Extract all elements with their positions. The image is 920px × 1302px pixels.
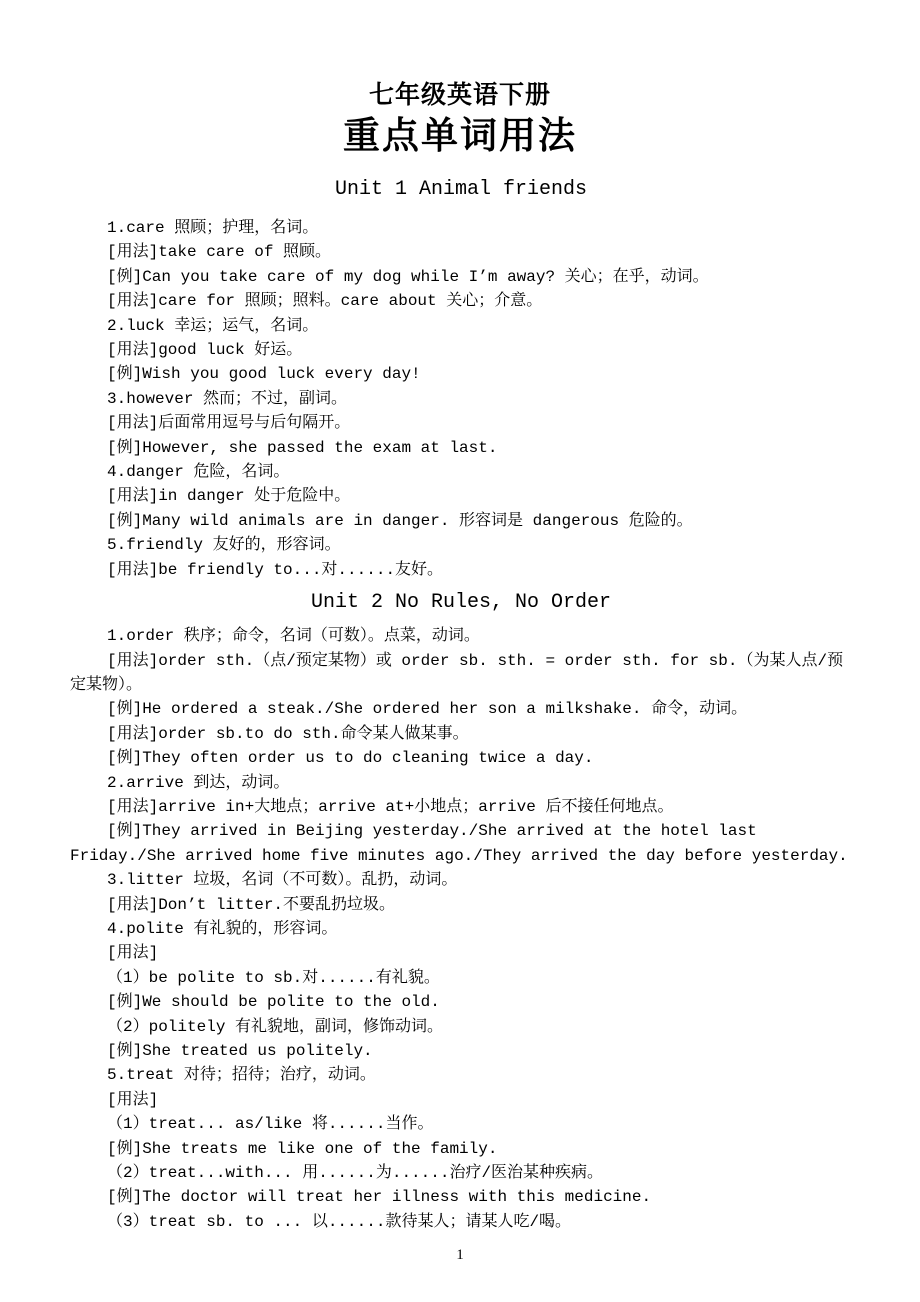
paragraph: [例]Many wild animals are in danger. 形容词是 dangerous 危险的。 <box>107 511 693 530</box>
paragraph: [例]Wish you good luck every day! <box>107 365 421 384</box>
paragraph: [用法] <box>107 944 159 963</box>
paragraph: 5.treat 对待；招待；治疗，动词。 <box>107 1066 376 1085</box>
paragraph: [例]She treated us politely. <box>107 1042 373 1060</box>
paragraph: （3）treat sb. to ... 以......款待某人；请某人吃/喝。 <box>107 1212 572 1231</box>
paragraph: [例]Can you take care of my dog while I’m away? 关心；在乎，动词。 <box>107 267 709 286</box>
paragraph: [例]We should be polite to the old. <box>107 993 440 1012</box>
paragraph: [用法]take care of 照顾。 <box>107 243 332 262</box>
paragraph: 1.order 秩序；命令，名词（可数）。点菜，动词。 <box>107 627 480 646</box>
paragraph: 3.however 然而；不过，副词。 <box>107 389 348 408</box>
paragraph: [例]He ordered a steak./She ordered her son a milkshake. 命令，动词。 <box>107 700 748 719</box>
paragraph: [例]The doctor will treat her illness with this medicine. <box>107 1188 652 1207</box>
paragraph: [用法] <box>107 1090 159 1109</box>
document-title: 重点单词用法 <box>343 115 577 156</box>
paragraph: 3.litter 垃圾，名词（不可数）。乱扔，动词。 <box>107 871 458 890</box>
paragraph: 2.luck 幸运；运气，名词。 <box>107 316 319 335</box>
section <box>70 590 852 1234</box>
paragraph: [例]She treats me like one of the family. <box>107 1139 498 1158</box>
paragraph: 2.arrive 到达，动词。 <box>107 773 290 792</box>
paragraph: [用法]后面常用逗号与后句隔开。 <box>107 414 351 433</box>
paragraph: 4.danger 危险，名词。 <box>107 463 290 482</box>
paragraph: 1.care 照顾；护理，名词。 <box>107 219 319 237</box>
paragraph: 4.polite 有礼貌的，形容词。 <box>107 919 338 938</box>
paragraph: [用法]order sb.to do sth.命令某人做某事。 <box>107 724 469 743</box>
paragraph: [例]However, she passed the exam at last. <box>107 438 498 457</box>
paragraph: [用法]arrive in+大地点；arrive at+小地点；arrive 后不接任何地点。 <box>107 797 674 816</box>
section <box>70 177 852 582</box>
section-paragraphs <box>70 624 852 1234</box>
paragraph: [用法]in danger 处于危险中。 <box>107 487 351 506</box>
paragraph: （1）be polite to sb.对......有礼貌。 <box>107 968 440 987</box>
section-heading: Unit 2 No Rules, No Order <box>310 591 612 615</box>
paragraph: （2）treat...with... 用......为......治疗/医治某种疾病。 <box>107 1164 604 1183</box>
paragraph: [用法]Don’t litter.不要乱扔垃圾。 <box>107 895 396 914</box>
paragraph: [例]They arrived in Beijing yesterday./She arrived at the hotel last Friday./She arrived home five minutes ago./They arrived the day before yesterday. <box>70 822 848 865</box>
paragraph: （2）politely 有礼貌地，副词，修饰动词。 <box>107 1017 444 1036</box>
paragraph: [用法]care for 照顾；照料。care about 关心；介意。 <box>107 292 543 311</box>
section-paragraphs <box>70 216 852 582</box>
paragraph: [用法]good luck 好运。 <box>107 341 303 360</box>
paragraph: 5.friendly 友好的，形容词。 <box>107 536 341 555</box>
section-heading: Unit 1 Animal friends <box>334 178 588 201</box>
title-block <box>0 0 920 158</box>
paragraph: [用法]order sth.（点/预定某物）或 order sb. sth. = order sth. for sb.（为某人点/预定某物）。 <box>70 651 844 694</box>
page-number: 1 <box>456 1247 464 1263</box>
paragraph: [用法]be friendly to...对......友好。 <box>107 560 444 579</box>
paragraph: [例]They often order us to do cleaning twice a day. <box>107 749 594 768</box>
document-body <box>70 177 852 1234</box>
paragraph: （1）treat... as/like 将......当作。 <box>107 1115 434 1134</box>
document-subtitle: 七年级英语下册 <box>368 81 551 109</box>
